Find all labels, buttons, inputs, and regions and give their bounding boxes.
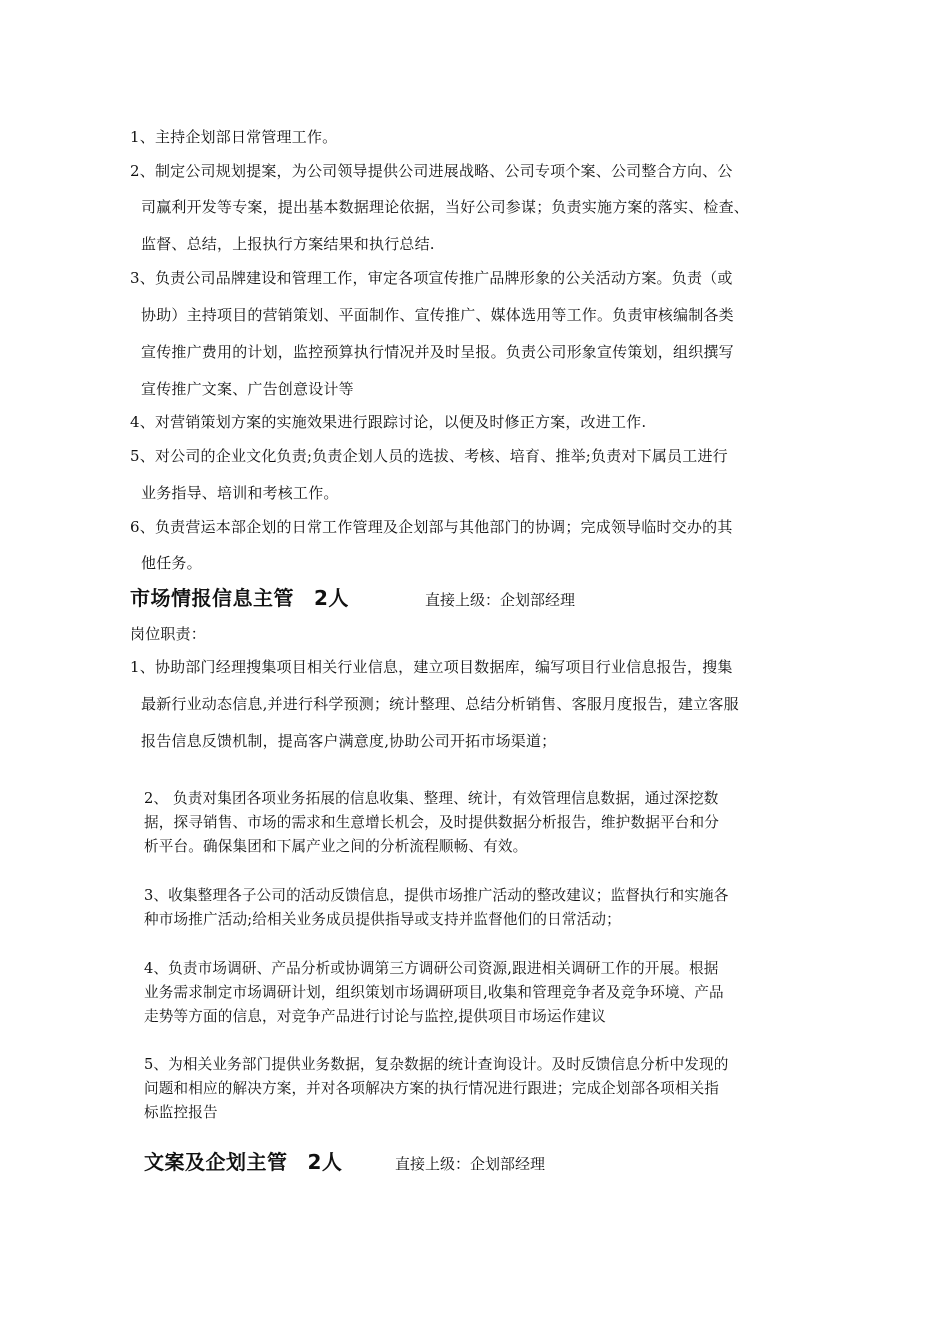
duty-item-6-line-2: 他任务。 <box>141 554 202 572</box>
duty-item-3-line-2: 协助）主持项目的营销策划、平面制作、宣传推广、媒体选用等工作。负责审核编制各类 <box>141 306 734 324</box>
market-item-3-line-1: 3、收集整理各子公司的活动反馈信息，提供市场推广活动的整改建议；监督执行和实施各 <box>144 887 729 904</box>
market-item-4-line-3: 走势等方面的信息，对竞争产品进行讨论与监控,提供项目市场运作建议 <box>144 1008 606 1025</box>
market-item-2-line-1: 2、 负责对集团各项业务拓展的信息收集、整理、统计，有效管理信息数据，通过深挖数 <box>144 790 719 807</box>
section-market-count: 2人 <box>314 586 349 610</box>
duty-item-5-line-1: 5、对公司的企业文化负责;负责企划人员的选拔、考核、培育、推举;负责对下属员工进行 <box>130 447 728 465</box>
duty-item-3-line-3: 宣传推广费用的计划，监控预算执行情况并及时呈报。负责公司形象宣传策划，组织撰写 <box>141 343 734 361</box>
duty-item-2-line-3: 监督、总结，上报执行方案结果和执行总结. <box>141 235 435 253</box>
market-item-5-line-2: 问题和相应的解决方案，并对各项解决方案的执行情况进行跟进；完成企划部各项相关指 <box>144 1080 720 1097</box>
section-copy-title: 文案及企划主管 <box>144 1150 288 1174</box>
section-market-supervisor: 直接上级：企划部经理 <box>425 591 576 609</box>
market-item-2-line-2: 据，探寻销售、市场的需求和生意增长机会，及时提供数据分析报告，维护数据平台和分 <box>144 814 720 831</box>
market-item-1-line-3: 报告信息反馈机制，提高客户满意度,协助公司开拓市场渠道； <box>141 732 557 750</box>
market-item-2-line-3: 析平台。确保集团和下属产业之间的分析流程顺畅、有效。 <box>144 838 528 855</box>
duty-item-1: 1、主持企划部日常管理工作。 <box>130 128 338 146</box>
duty-item-2-line-1: 2、制定公司规划提案，为公司领导提供公司进展战略、公司专项个案、公司整合方向、公 <box>130 162 733 180</box>
duty-item-3-line-1: 3、负责公司品牌建设和管理工作，审定各项宣传推广品牌形象的公关活动方案。负责（或 <box>130 269 733 287</box>
market-item-1-line-1: 1、协助部门经理搜集项目相关行业信息，建立项目数据库，编写项目行业信息报告，搜集 <box>130 658 733 676</box>
duties-label: 岗位职责： <box>130 625 207 643</box>
market-item-4-line-2: 业务需求制定市场调研计划，组织策划市场调研项目,收集和管理竞争者及竞争环境、产品 <box>144 984 724 1001</box>
market-item-1-line-2: 最新行业动态信息,并进行科学预测；统计整理、总结分析销售、客服月度报告，建立客服 <box>141 695 739 713</box>
duty-item-6-line-1: 6、负责营运本部企划的日常工作管理及企划部与其他部门的协调；完成领导临时交办的其 <box>130 518 733 536</box>
duty-item-5-line-2: 业务指导、培训和考核工作。 <box>141 484 339 502</box>
market-item-5-line-3: 标监控报告 <box>144 1104 218 1121</box>
section-copy-supervisor: 直接上级：企划部经理 <box>395 1155 546 1173</box>
duty-item-2-line-2: 司赢利开发等专案，提出基本数据理论依据，当好公司参谋；负责实施方案的落实、检查、 <box>141 198 750 216</box>
section-market-heading <box>130 585 349 611</box>
section-market-title: 市场情报信息主管 <box>130 586 294 610</box>
section-copy-count: 2人 <box>307 1150 343 1174</box>
duty-item-3-line-4: 宣传推广文案、广告创意设计等 <box>141 380 354 398</box>
market-item-5-line-1: 5、为相关业务部门提供业务数据，复杂数据的统计查询设计。及时反馈信息分析中发现的 <box>144 1056 729 1073</box>
section-copy-heading <box>144 1149 342 1175</box>
market-item-3-line-2: 种市场推广活动;给相关业务成员提供指导或支持并监督他们的日常活动； <box>144 911 621 928</box>
market-item-4-line-1: 4、负责市场调研、产品分析或协调第三方调研公司资源,跟进相关调研工作的开展。根据 <box>144 960 719 977</box>
duty-item-4: 4、对营销策划方案的实施效果进行跟踪讨论，以便及时修正方案，改进工作. <box>130 413 647 431</box>
